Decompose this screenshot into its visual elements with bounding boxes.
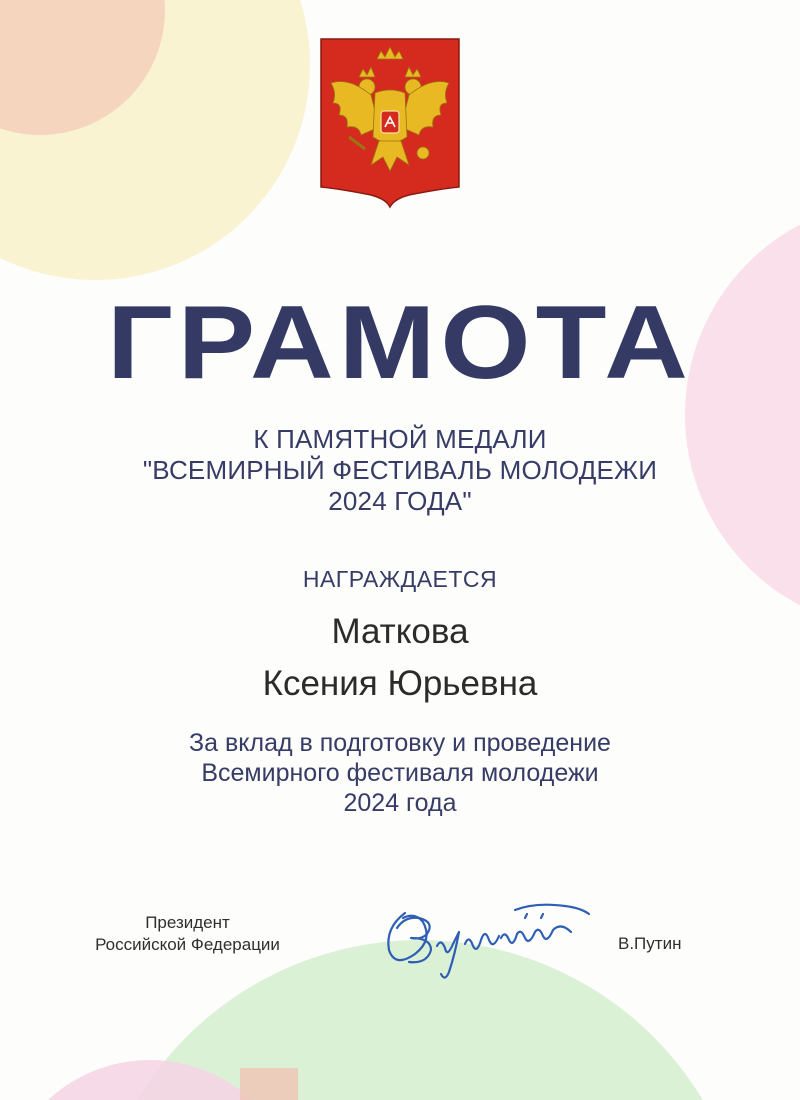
- certificate-title: ГРАМОТА: [107, 283, 693, 401]
- signatory-title-line-2: Российской Федерации: [95, 935, 280, 954]
- reason-line-3: 2024 года: [343, 789, 457, 817]
- signatory-name: В.Путин: [618, 934, 682, 953]
- bg-peach-square: [240, 1068, 298, 1100]
- subtitle-line-1: К ПАМЯТНОЙ МЕДАЛИ: [253, 424, 547, 454]
- recipient-given-names: Ксения Юрьевна: [262, 664, 538, 703]
- medal-subtitle: [0, 424, 800, 517]
- russian-coat-of-arms-icon: [319, 37, 461, 209]
- subtitle-line-2: "ВСЕМИРНЫЙ ФЕСТИВАЛЬ МОЛОДЕЖИ: [142, 455, 658, 485]
- award-reason: [0, 728, 800, 818]
- reason-line-2: Всемирного фестиваля молодежи: [201, 759, 599, 787]
- recipient-surname: Маткова: [331, 612, 469, 651]
- emblem-inner-shield: [381, 111, 399, 133]
- signatory-title-line-1: Президент: [145, 913, 230, 932]
- awarded-label: НАГРАЖДАЕТСЯ: [302, 566, 498, 592]
- reason-line-1: За вклад в подготовку и проведение: [189, 729, 611, 757]
- signatory-title: [55, 912, 320, 956]
- handwritten-signature-icon: [375, 888, 605, 988]
- subtitle-line-3: 2024 ГОДА": [328, 486, 472, 516]
